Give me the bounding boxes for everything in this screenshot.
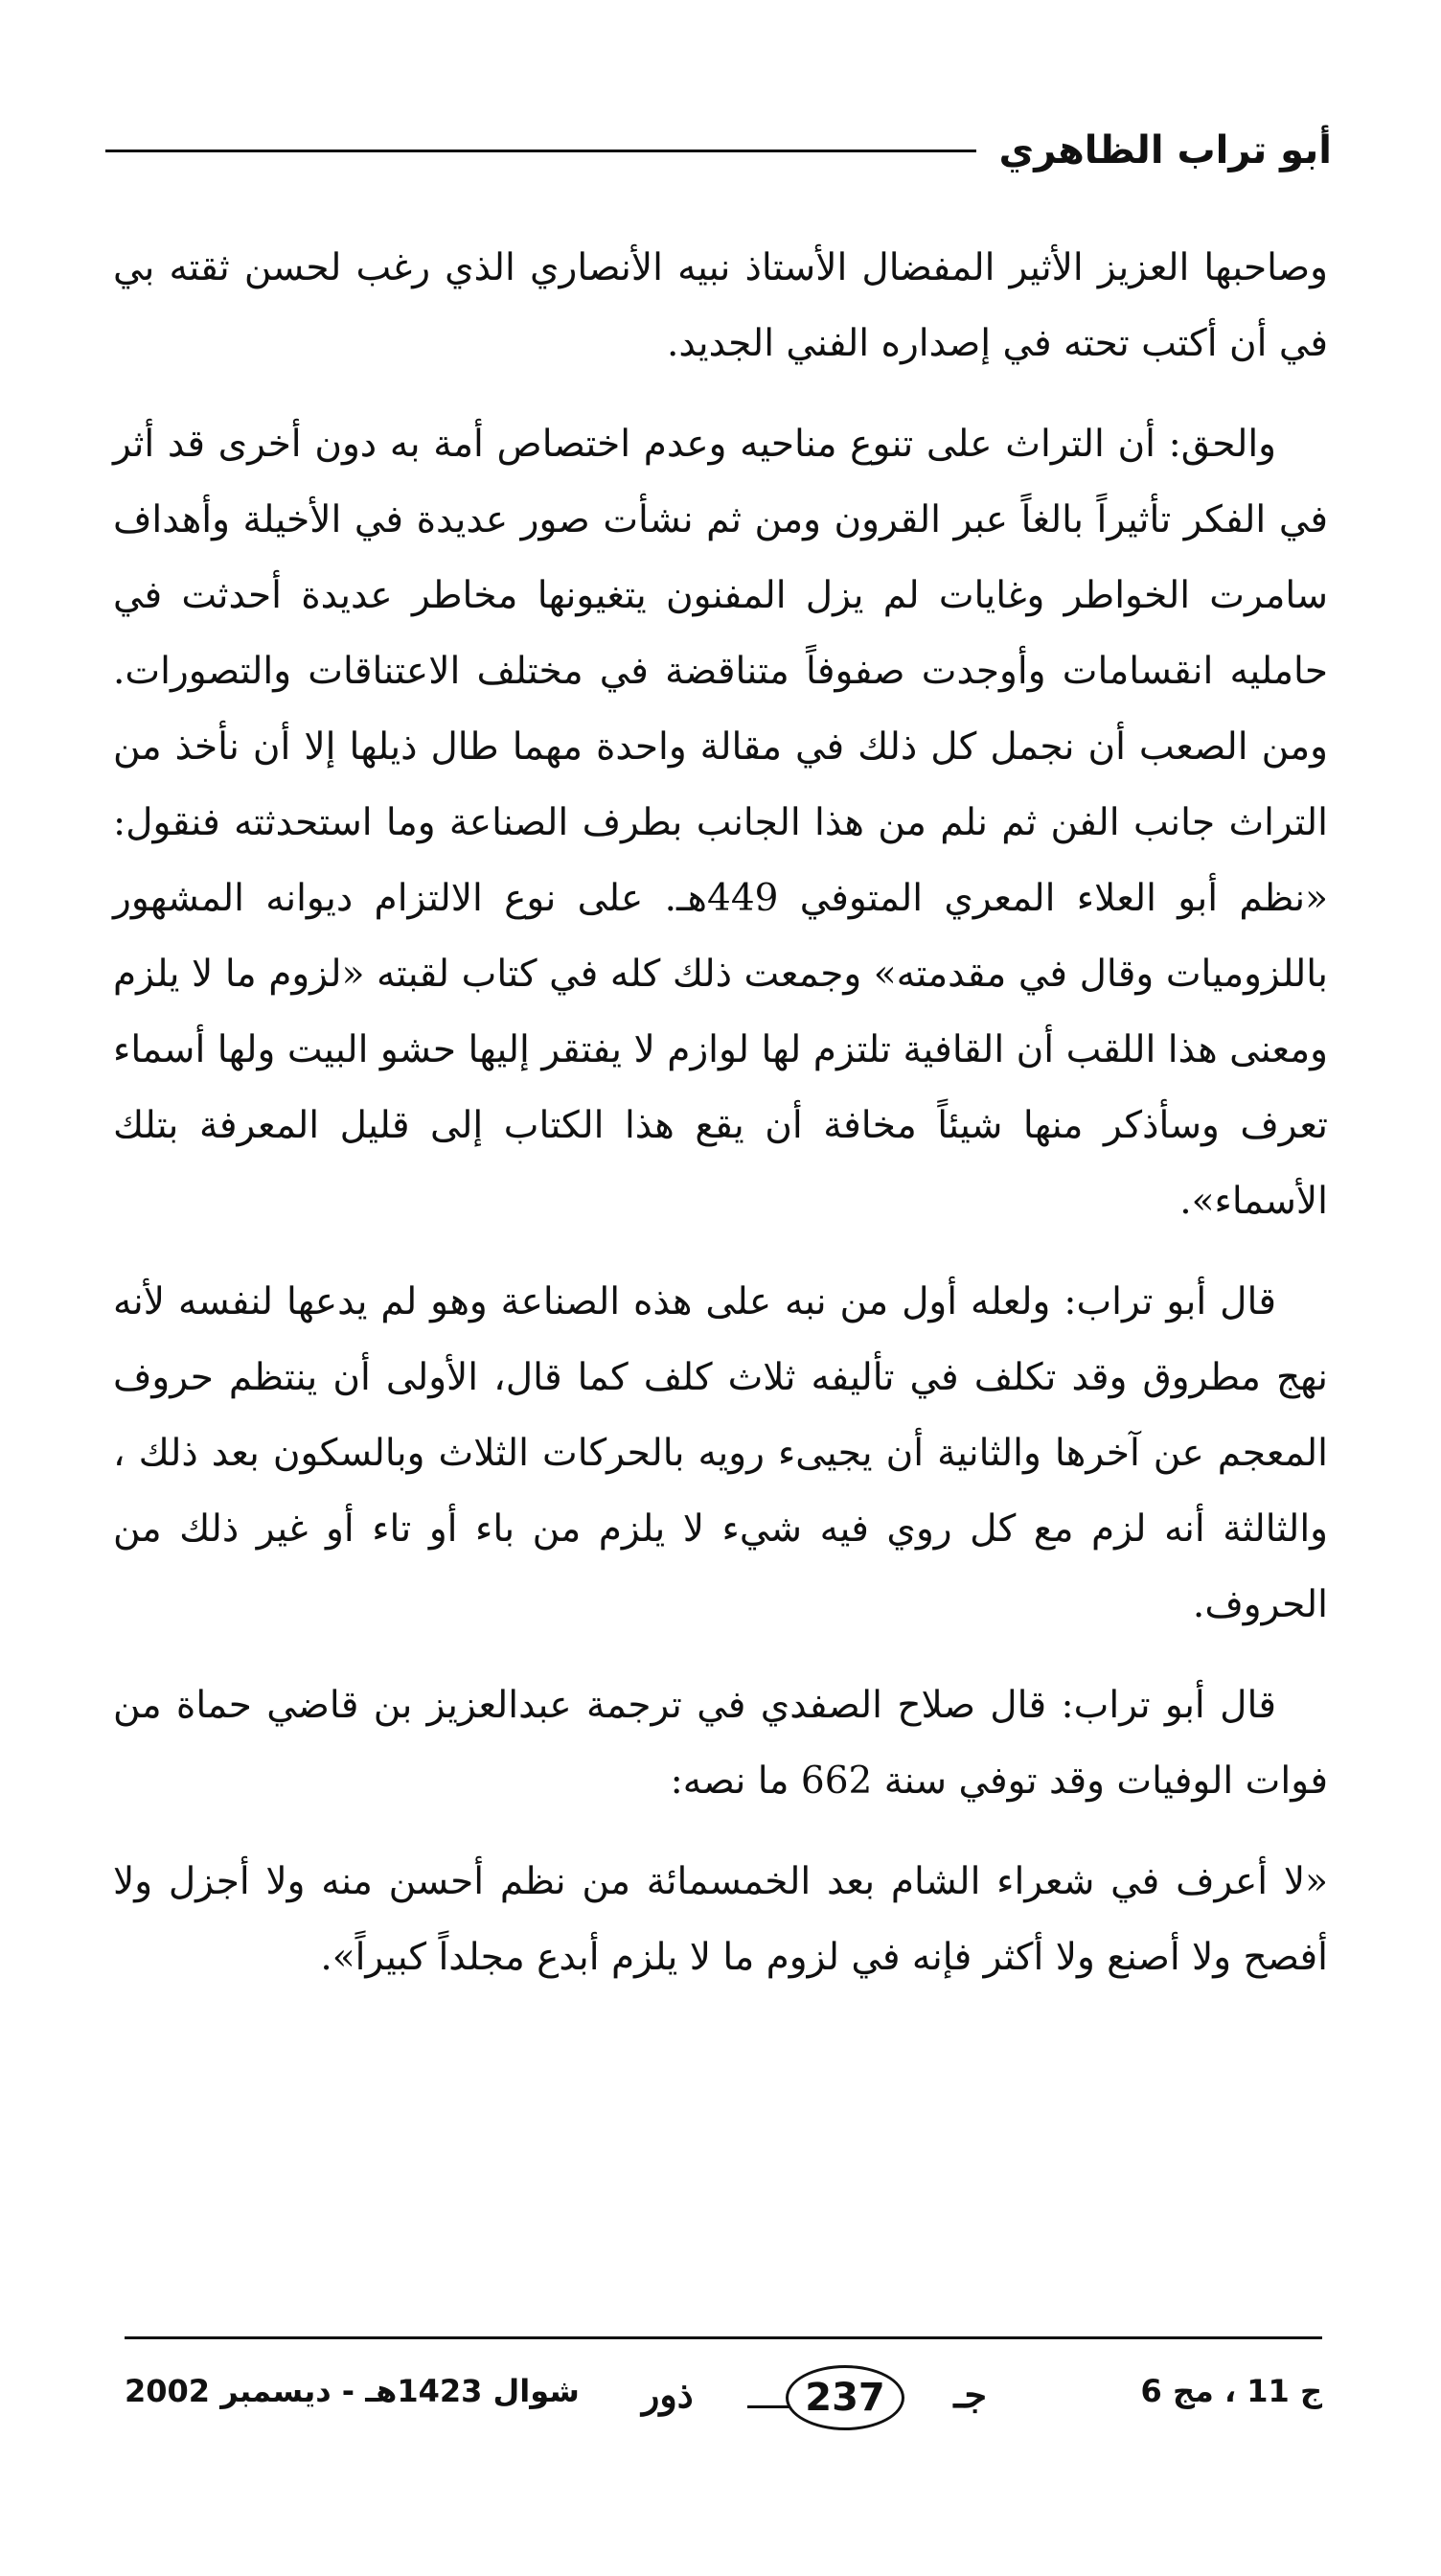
paragraph-4: قال أبو تراب: قال صلاح الصفدي في ترجمة عبدالعزيز بن قاضي حماة من فوات الوفيات وقد توفي سنة 662 ما نصه: <box>113 1684 1328 1803</box>
paragraph-2: والحق: أن التراث على تنوع مناحيه وعدم اختصاص أمة به دون أخرى قد أثر في الفكر تأثيراً بالغاً عبر القرون ومن ثم نشأت صور عديدة في الأخيلة وأهداف سامرت الخواطر وغايات لم يزل المفنون يتغيونها مخاطر عديدة أحدثت في حامليه انقسامات وأوجدت صفوفاً متناقضة في مختلف الاعتناقات والتصورات. ومن الصعب أن نجمل كل ذلك في مقالة واحدة مهما طال ذيلها إلا أن نأخذ من التراث جانب الفن ثم نلم من هذا الجانب بطرف الصناعة وما استحدثته فنقول: «نظم أبو العلاء المعري المتوفي 449هـ. على نوع الالتزام ديوانه المشهور باللزوميات وقال في مقدمته» وجمعت ذلك كله في كتاب لقبته «لزوم ما لا يلزم ومعنى هذا اللقب أن القافية تلتزم لها لوازم لا يفتقر إليها حشو البيت ولها أسماء تعرف وسأذكر منها شيئاً مخافة أن يقع هذا الكتاب إلى قليل المعرفة بتلك الأسماء». <box>113 423 1328 1223</box>
running-title: أبو تراب الظاهري <box>998 128 1332 172</box>
issue-info: ج 11 ، مج 6 <box>1140 2373 1322 2409</box>
paragraph-1: وصاحبها العزيز الأثير المفضال الأستاذ نبيه الأنصاري الذي رغب لحسن ثقته بي في أن أكتب تحته في إصداره الفني الجديد. <box>113 246 1328 365</box>
page-footer <box>125 2359 1322 2436</box>
magazine-logo <box>642 2359 987 2436</box>
magazine-name-part-left: ذور <box>642 2373 694 2416</box>
paragraph-3: قال أبو تراب: ولعله أول من نبه على هذه الصناعة وهو لم يدعها لنفسه لأنه نهج مطروق وقد تكلف في تأليفه ثلاث كلف كما قال، الأولى أن ينتظم حروف المعجم عن آخرها والثانية أن يجيىء رويه بالحركات الثلاث وبالسكون بعد ذلك ، والثالثة أنه لزم مع كل روي فيه شيء لا يلزم من باء أو تاء أو غير ذلك من الحروف. <box>113 1280 1328 1626</box>
footer-rule <box>125 2336 1322 2339</box>
article-body <box>113 230 1328 2020</box>
running-header <box>105 117 1332 184</box>
magazine-name-part-right: جـ <box>953 2373 987 2416</box>
header-rule <box>105 150 976 152</box>
issue-date: شوال 1423هـ - ديسمبر 2002 <box>125 2373 580 2409</box>
paragraph-5-quote: «لا أعرف في شعراء الشام بعد الخمسمائة من نظم أحسن منه ولا أجزل ولا أفصح ولا أصنع ولا أكثر فإنه في لزوم ما لا يلزم أبدع مجلداً كبيراً». <box>113 1860 1328 1979</box>
page-number: 237 <box>786 2365 904 2430</box>
